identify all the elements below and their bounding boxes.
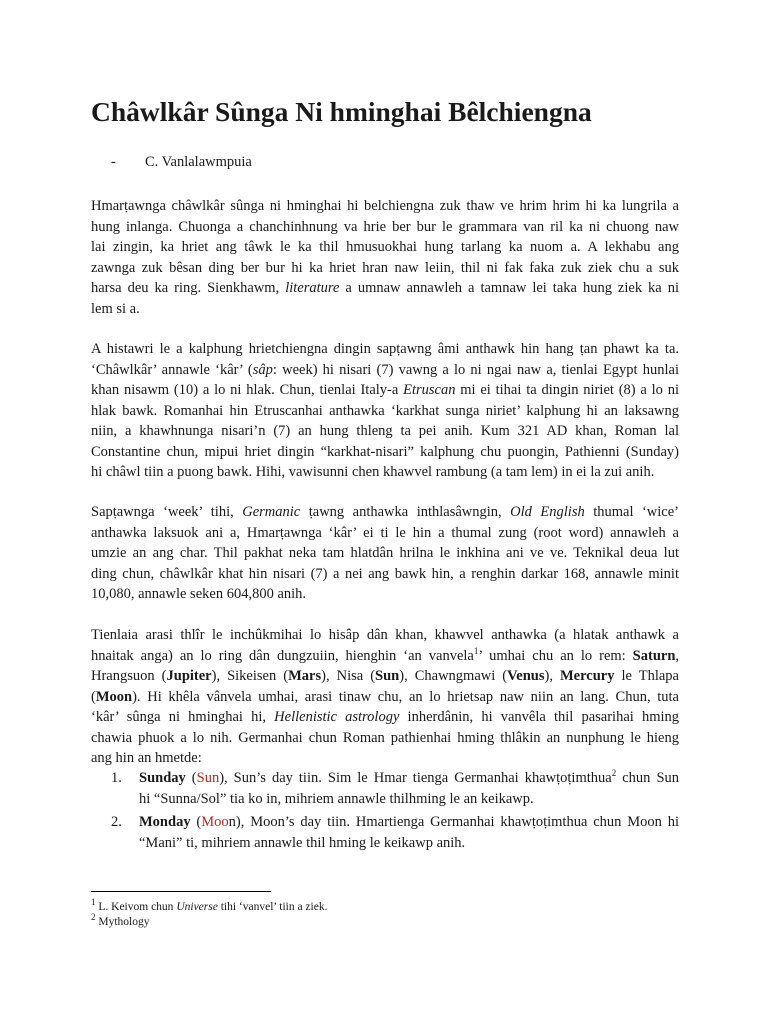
planet-moon: Moon (95, 688, 133, 705)
emphasis-universe: Universe (176, 901, 218, 913)
list-number: 2. (111, 814, 122, 830)
document-title: Châwlkâr Sûnga Ni hminghai Bêlchiengna (91, 96, 592, 127)
paragraph-line (91, 666, 679, 687)
text-run: Sapṭawnga ‘week’ tihi, (91, 504, 243, 520)
text-run: ), Sikeisen ( (211, 668, 289, 684)
paragraph-line: Tienlaia arasi thlîr le inchûkmihai lo hisâp dân khan, khawvel anthawka (a hlatak anthawk a (91, 627, 679, 643)
emphasis-literature: literature (285, 280, 340, 296)
footnote-ref-1[interactable]: 1 (473, 645, 479, 656)
text-run: ), Sun’s day tiin. Sim le Hmar tienga Germanhai khawṭoṭimthua (219, 770, 612, 786)
emphasis-hellenistic-astrology: Hellenistic astrology (274, 709, 400, 725)
text-run: ( (185, 770, 197, 786)
paragraph-line: A histawri le a kalphung hrietchiengna dingin sapṭawng âmi anthawk hin hang ṭan phawt ka ta. (91, 341, 679, 357)
paragraph-line: hi châwl tiin a puong bawk. Hihi, vawisunni chen khawvel rambung (a tam lem) in ei la zui anih. (91, 464, 655, 480)
footnote-1 (91, 897, 328, 915)
text-run: : week) hi nisari (7) vawng a lo ni ngai naw a, tienlai Egypt hunlai (272, 361, 679, 378)
paragraph-1 (91, 196, 679, 319)
planet-mars: Mars (288, 668, 322, 684)
footnote-ref-2[interactable]: 2 (611, 768, 617, 779)
paragraph-line: Constantine chun, mipui hriet dingin “karkhat-nisari” kalphung chu puongin, Pathienni (Sunday) (91, 443, 679, 460)
day-monday: Monday (139, 814, 191, 830)
list-item (111, 812, 679, 853)
planet-sun: Sun (375, 668, 400, 684)
text-run: thumal ‘wice’ (584, 504, 679, 520)
paragraph-line: ding chun, châwlkâr khat hin nisari (7) a nei ang bawk hin, a renghin darkar 168, annawle minit (91, 565, 679, 582)
list-line (139, 812, 679, 833)
text-run: ( (190, 814, 202, 830)
text-run: ṭawng anthawka inthlasâwngin, (300, 504, 511, 520)
day-sunday: Sunday (139, 770, 186, 786)
footnote-2 (91, 912, 327, 930)
paragraph-line (91, 646, 679, 667)
emphasis-etruscan: Etruscan (403, 382, 456, 398)
planet-venus: Venus (507, 668, 545, 684)
author-line (111, 152, 252, 172)
paragraph-line: lem si a. (91, 300, 140, 317)
text-run: ( (91, 688, 96, 705)
paragraph-line (91, 360, 679, 381)
footnotes (91, 897, 328, 930)
list-item (111, 768, 679, 809)
text-run: mi ei tihai ta dingin niriet (8) a lo ni (455, 382, 679, 398)
emphasis-sap: sâp (252, 361, 273, 378)
paragraph-line: ang hin an hmetde: (91, 750, 202, 766)
emphasis-germanic: Germanic (242, 504, 301, 520)
text-run: chun Sun (616, 770, 680, 786)
text-run: a umnaw annawleh a tamnaw lei taka hung ziek ka ni (339, 280, 679, 296)
list-number: 1. (111, 770, 122, 786)
list-line: hi “Sunna/Sol” tia ko in, mihriem annawle thilhming le an keikawp. (139, 790, 534, 807)
planet-sun-red: Sun (196, 770, 220, 786)
text-run: ’ umhai chu an lo rem: (478, 647, 633, 664)
paragraph-line: chawia phuok a lo nih. Germanhai chun Roman pathienhai hming thlâkin an nunphung le hieng (91, 729, 679, 746)
text-run: ), Nisa ( (321, 668, 376, 684)
footnote-mark: 1 (91, 897, 96, 908)
footnote-divider (91, 891, 271, 892)
text-run: ‘kâr’ sûnga ni hminghai hi, (91, 709, 275, 725)
text-run: harsa deu ka ring. Sienkhawm, (91, 280, 286, 296)
paragraph-3 (91, 502, 679, 605)
paragraph-2 (91, 339, 679, 483)
emphasis-old-english: Old English (510, 504, 585, 520)
planet-jupiter: Jupiter (166, 668, 212, 684)
paragraph-line: 10,080, annawle seken 604,800 anih. (91, 586, 307, 602)
paragraph-line: anthawka laksuok ani a, Hmarṭawnga ‘kâr’ ei ti le hin a thumal zung (root word) annawleh a (91, 524, 679, 541)
list-line: “Mani” ti, mihriem annawle thil hming le keikawp anih. (139, 834, 466, 851)
list-line (139, 768, 679, 789)
text-run: ), (544, 668, 560, 684)
footnote-mark: 2 (91, 912, 96, 923)
paragraph-line: zawnga zuk bêsan ding ber bur hi ka hriet hran naw leiin, thil ni fak faka zuk ziek chu a suk (91, 259, 679, 276)
paragraph-line: hlak bawk. Romanhai hin Etruscanhai anthawka ‘karkhat sunga niriet’ kalphung hi an laksawng (91, 402, 679, 419)
paragraph-line (91, 707, 679, 728)
paragraph-line (91, 502, 679, 523)
paragraph-line (91, 687, 679, 708)
text-run: ‘Châwlkâr’ annawle ‘kâr’ ( (91, 361, 253, 378)
text-run: Hrangsuon ( (91, 668, 167, 684)
text-run: ), Moon’s day tiin. Hmartienga Germanhai khawṭoṭimthua chun Moon hi (235, 814, 679, 830)
paragraph-line (91, 380, 679, 401)
paragraph-line: Hmarṭawnga châwlkâr sûnga ni hminghai hi belchiengna zuk thaw ve hrim hrim hi ka lungrila a (91, 198, 679, 214)
planet-mercury: Mercury (559, 668, 615, 684)
text-run: n (228, 814, 236, 830)
paragraph-line: hung inlanga. Chuonga a chanchinhnung va hrie ber bur le grammara van ril ka ni chuong naw (91, 218, 679, 235)
paragraph-line: umzie an ang char. Thil pakhat neka tam hlatdân hrilna le inkhina ani ve ve. Teknikal deua lut (91, 545, 679, 561)
planet-moon-red: Moo (201, 814, 229, 830)
text-run: inherdânin, hi vanvêla thil pasarihai hming (399, 709, 680, 725)
paragraph-line: lai zingin, ka hriet ang tâwk le ka thil hmusuokhai hung tarlang ka nuom a. A lekhabu ang (91, 239, 679, 255)
text-run: ), Chawngmawi ( (399, 668, 508, 684)
text-run: L. Keivom chun (95, 901, 177, 913)
text-run: , (675, 647, 680, 664)
planet-saturn: Saturn (632, 647, 676, 664)
author-name: C. Vanlalawmpuia (145, 154, 252, 170)
paragraph-line: niin, a khawhnunga nisari’n (7) an hung thleng ta pei anih. Kum 321 AD khan, Roman lal (91, 423, 679, 439)
text-run: hnaitak anga) an lo ring dân dungzuiin, hienghin ‘an vanvela (91, 647, 474, 664)
paragraph-4 (91, 625, 679, 769)
text-run: ). Hi khêla vânvela umhai, arasi tinaw chu, an lo hrietsap naw niin an lang. Chun, tuta (132, 688, 679, 705)
text-run: le Thlapa (614, 668, 679, 684)
text-run: khan nisawm (10) a lo ni hlak. Chun, tienlai Italy-a (91, 382, 404, 398)
paragraph-line (91, 278, 679, 299)
weekday-list (111, 768, 679, 856)
text-run: tihi ‘vanvel’ tiin a ziek. (217, 901, 328, 913)
author-dash: - (111, 154, 116, 170)
text-run: Mythology (95, 916, 150, 928)
